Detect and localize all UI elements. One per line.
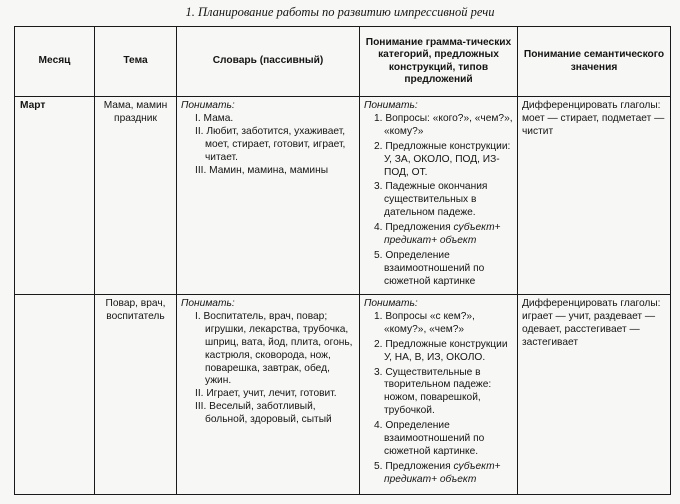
table-row [15,97,671,295]
header-month: Месяц [15,27,95,97]
grammar-item [374,222,513,248]
header-semantic: Понимание семантического значения [518,27,671,97]
grammar-item: 3. Падежные окончания существительных в дательном падеже. [374,181,488,219]
vocab-heading: Понимать: [181,100,235,111]
cell-month: Март [15,97,95,295]
header-vocab: Словарь (пассивный) [177,27,360,97]
cell-theme: Повар, врач, воспитатель [95,295,177,495]
grammar-item: 1. Вопросы: «кого?», «чем?», «кому?» [374,112,513,137]
grammar-item: 2. Предложные конструкции: У, ЗА, ОКОЛО, ПОД, ИЗ-ПОД, ОТ. [374,140,511,178]
grammar-heading: Понимать: [364,298,418,309]
planning-table [14,26,671,495]
grammar-item: 4. Определение взаимоотношений по сюжетной картинке. [374,420,485,457]
grammar-heading: Понимать: [364,100,418,111]
header-theme: Тема [95,27,177,97]
cell-vocab [177,295,360,495]
cell-month [15,295,95,495]
cell-grammar [360,295,518,495]
grammar-item-formula: субъект+ предикат+ объект [384,222,501,247]
grammar-item-text: 4. Предложения [374,222,454,234]
table-row [15,295,671,495]
vocab-item: II. Любит, заботится, ухаживает, моет, стирает, готовит, играет, читает. [195,125,346,163]
vocab-item: III. Мамин, мамина, мамины [195,164,329,176]
grammar-item: 2. Предложные конструкции У, НА, В, ИЗ, ОКОЛО. [374,338,508,363]
header-grammar: Понимание грамма-тических категорий, предложных конструкций, типов предложений [360,27,518,97]
grammar-item: 1. Вопросы «с кем?», «кому?», «чем?» [374,310,475,335]
grammar-item-formula: субъект+ предикат+ объект [384,460,501,485]
grammar-item [374,461,513,487]
vocab-item: I. Мама. [195,112,234,124]
vocab-item: II. Играет, учит, лечит, готовит. [195,388,337,400]
vocab-heading: Понимать: [181,298,235,309]
cell-theme: Мама, мамин праздник [95,97,177,295]
vocab-item: I. Воспитатель, врач, повар; игрушки, лекарства, трубочка, шприц, вата, йод, плита, огонь, кастрюля, сковорода, нож, поварешка, завтрак, обед, ужин. [195,310,353,387]
cell-semantic: Дифференцировать глаголы: моет — стирает, подметает — чистит [518,97,671,295]
grammar-item: 5. Определение взаимоотношений по сюжетной картинке [374,249,485,287]
table-caption: 1. Планирование работы по развитию импрессивной речи [185,5,495,19]
grammar-item: 3. Существительные в творительном падеже: ножом, поварешкой, трубочкой. [374,366,492,417]
cell-semantic: Дифференцировать глаголы: играет — учит, раздевает — одевает, расстегивает — застегивает [518,295,671,495]
cell-grammar [360,97,518,295]
header-row [15,27,671,97]
grammar-item-text: 5. Предложения [374,460,454,472]
cell-vocab [177,97,360,295]
vocab-item: III. Веселый, заботливый, больной, здоровый, сытый [195,401,332,426]
